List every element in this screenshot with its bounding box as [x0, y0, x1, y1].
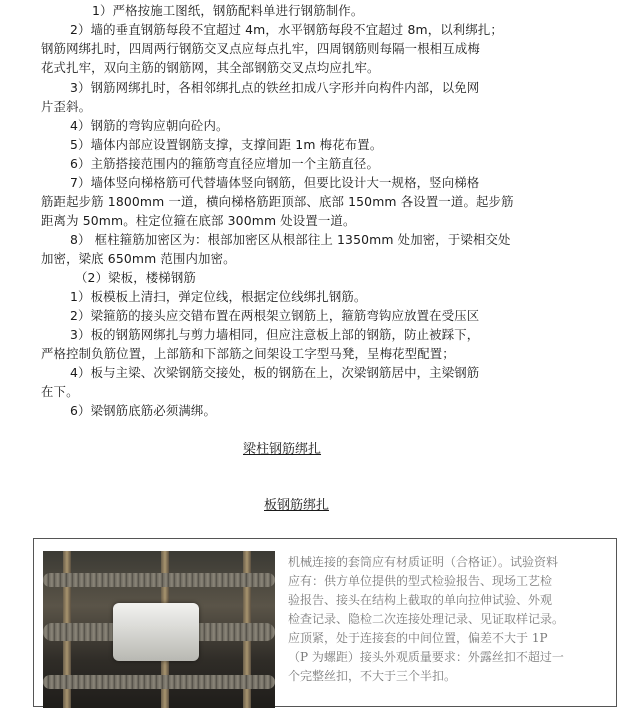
paragraph-line: 钢筋网绑扎时，四周两行钢筋交叉点应每点扎牢，四周钢筋则每隔一根相互成梅 [41, 41, 480, 56]
paragraph-line: 距离为 50mm。柱定位箍在底部 300mm 处设置一道。 [41, 213, 356, 228]
paragraph-line: 加密，梁底 650mm 范围内加密。 [41, 251, 236, 266]
threaded-coupler [113, 603, 199, 661]
paragraph-line: 2）梁箍筋的接头应交错布置在两根架立钢筋上，箍筋弯钩应放置在受压区 [70, 308, 480, 323]
paragraph-line: 在下。 [41, 384, 79, 399]
paragraph-line: 4）板与主梁、次梁钢筋交接处，板的钢筋在上，次梁钢筋居中，主梁钢筋 [70, 365, 480, 380]
rebar-coupler-photo [43, 551, 275, 708]
horizontal-rebar [43, 675, 275, 689]
paragraph-line: 筋距起步筋 1800mm 一道，横向梯格筋距顶部、底部 150mm 各设置一道。起步筋 [41, 194, 514, 209]
paragraph-line: 2）墙的垂直钢筋每段不宜超过 4m，水平钢筋每段不宜超过 8m，以利绑扎； [70, 22, 503, 37]
paragraph-line: 花式扎牢，双向主筋的钢筋网，其全部钢筋交叉点均应扎牢。 [41, 60, 380, 75]
paragraph-line: 3）板的钢筋网绑扎与剪力墙相同，但应注意板上部的钢筋，防止被踩下， [70, 327, 480, 342]
figure-caption-line: 验报告、接头在结构上截取的单向拉伸试验、外观 [288, 593, 553, 607]
paragraph-line: 5）墙体内部应设置钢筋支撑，支撑间距 1m 梅花布置。 [70, 137, 383, 152]
paragraph-line: 片歪斜。 [41, 99, 92, 114]
horizontal-rebar [43, 573, 275, 587]
paragraph-line: 6）梁钢筋底筋必须满绑。 [70, 403, 216, 418]
figure-caption-line: 应顶紧，处于连接套的中间位置，偏差不大于 1P [288, 631, 548, 645]
paragraph-line: 3）钢筋网绑扎时，各相邻绑扎点的铁丝扣成八字形并向构件内部，以免网 [70, 80, 480, 95]
paragraph-line: 6）主筋搭接范围内的箍筋弯直径应增加一个主筋直径。 [70, 156, 380, 171]
figure-caption-line: （P 为螺距）接头外观质量要求：外露丝扣不超过一 [288, 650, 564, 664]
paragraph-line: 8） 框柱箍筋加密区为：根部加密区从根部往上 1350mm 处加密，于梁相交处 [70, 232, 511, 247]
figure-caption-line: 检查记录、隐检二次连接处理记录、见证取样记录。 [288, 612, 565, 626]
paragraph-line: 1）板模板上清扫，弹定位线，根据定位线绑扎钢筋。 [70, 289, 367, 304]
paragraph-line: 1）严格按施工图纸，钢筋配料单进行钢筋制作。 [92, 3, 364, 18]
figure-caption-line: 应有：供方单位提供的型式检验报告、现场工艺检 [288, 574, 553, 588]
figure-box [33, 538, 617, 707]
paragraph-line: 严格控制负筋位置，上部筋和下部筋之间架设工字型马凳，呈梅花型配置； [41, 346, 455, 361]
heading-beam-column: 梁柱钢筋绑扎 [243, 442, 322, 457]
figure-caption-line: 机械连接的套筒应有材质证明（合格证）。试验资料 [288, 555, 559, 569]
paragraph-line: 4）钢筋的弯钩应朝向砼内。 [70, 118, 229, 133]
figure-caption-line: 个完整丝扣，不大于三个半扣。 [288, 669, 457, 683]
heading-slab: 板钢筋绑扎 [264, 498, 330, 513]
section-title: （2）梁板，楼梯钢筋 [75, 270, 196, 285]
paragraph-line: 7）墙体竖向梯格筋可代替墙体竖向钢筋，但要比设计大一规格，竖向梯格 [70, 175, 480, 190]
